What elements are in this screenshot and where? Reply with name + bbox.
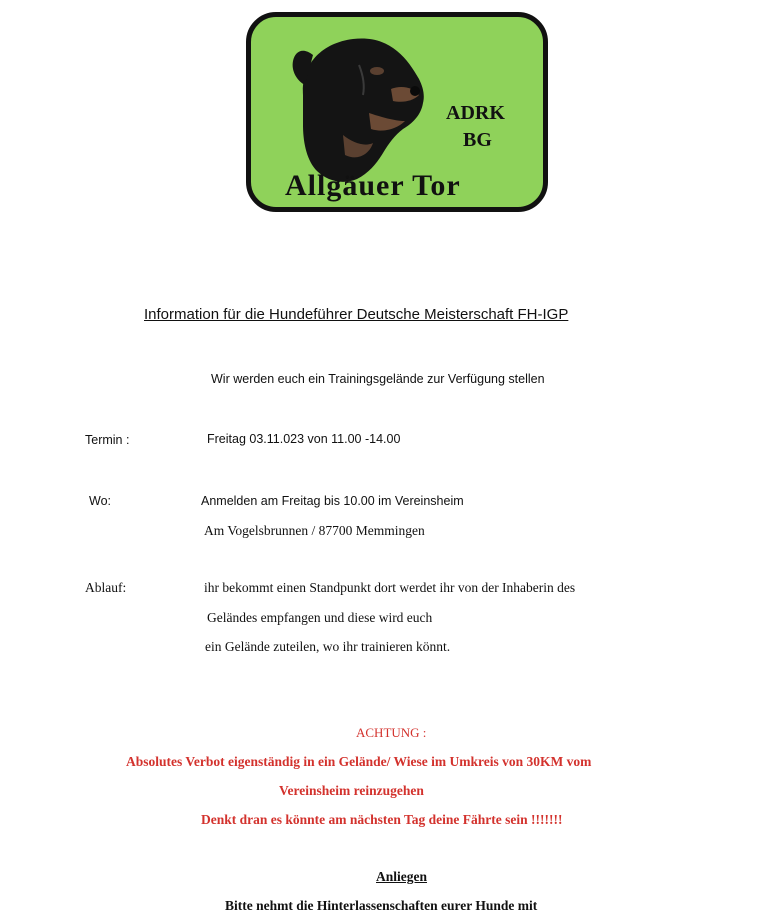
achtung-heading: ACHTUNG : <box>356 725 427 740</box>
club-logo <box>246 12 548 212</box>
rottweiler-head-icon <box>273 25 433 190</box>
ablauf-line-3: ein Gelände zuteilen, wo ihr trainieren könnt. <box>205 639 451 654</box>
termin-label: Termin : <box>85 433 130 447</box>
wo-label: Wo: <box>89 494 111 508</box>
achtung-line-2: Vereinsheim reinzugehen <box>279 783 424 798</box>
achtung-line-1: Absolutes Verbot eigenständig in ein Gelände/ Wiese im Umkreis von 30KM vom <box>126 754 592 769</box>
termin-value: Freitag 03.11.023 von 11.00 -14.00 <box>207 432 401 446</box>
ablauf-label: Ablauf: <box>85 580 127 595</box>
logo-line-adrk: ADRK <box>446 102 505 124</box>
logo-club-name: Allgäuer Tor <box>285 169 461 202</box>
anliegen-heading: Anliegen <box>376 869 428 884</box>
ablauf-line-2: Geländes empfangen und diese wird euch <box>207 610 433 625</box>
anliegen-line-1: Bitte nehmt die Hinterlassenschaften eurer Hunde mit <box>225 898 538 913</box>
subtitle: Wir werden euch ein Trainingsgelände zur Verfügung stellen <box>211 372 545 386</box>
wo-line-2: Am Vogelsbrunnen / 87700 Memmingen <box>204 523 425 538</box>
page-title: Information für die Hundeführer Deutsche Meisterschaft FH-IGP <box>144 306 569 323</box>
ablauf-line-1: ihr bekommt einen Standpunkt dort werdet ihr von der Inhaberin des <box>204 580 576 595</box>
wo-line-1: Anmelden am Freitag bis 10.00 im Vereinsheim <box>201 494 464 508</box>
logo-line-bg: BG <box>463 129 492 151</box>
achtung-line-3: Denkt dran es könnte am nächsten Tag deine Fährte sein !!!!!!! <box>201 812 563 827</box>
